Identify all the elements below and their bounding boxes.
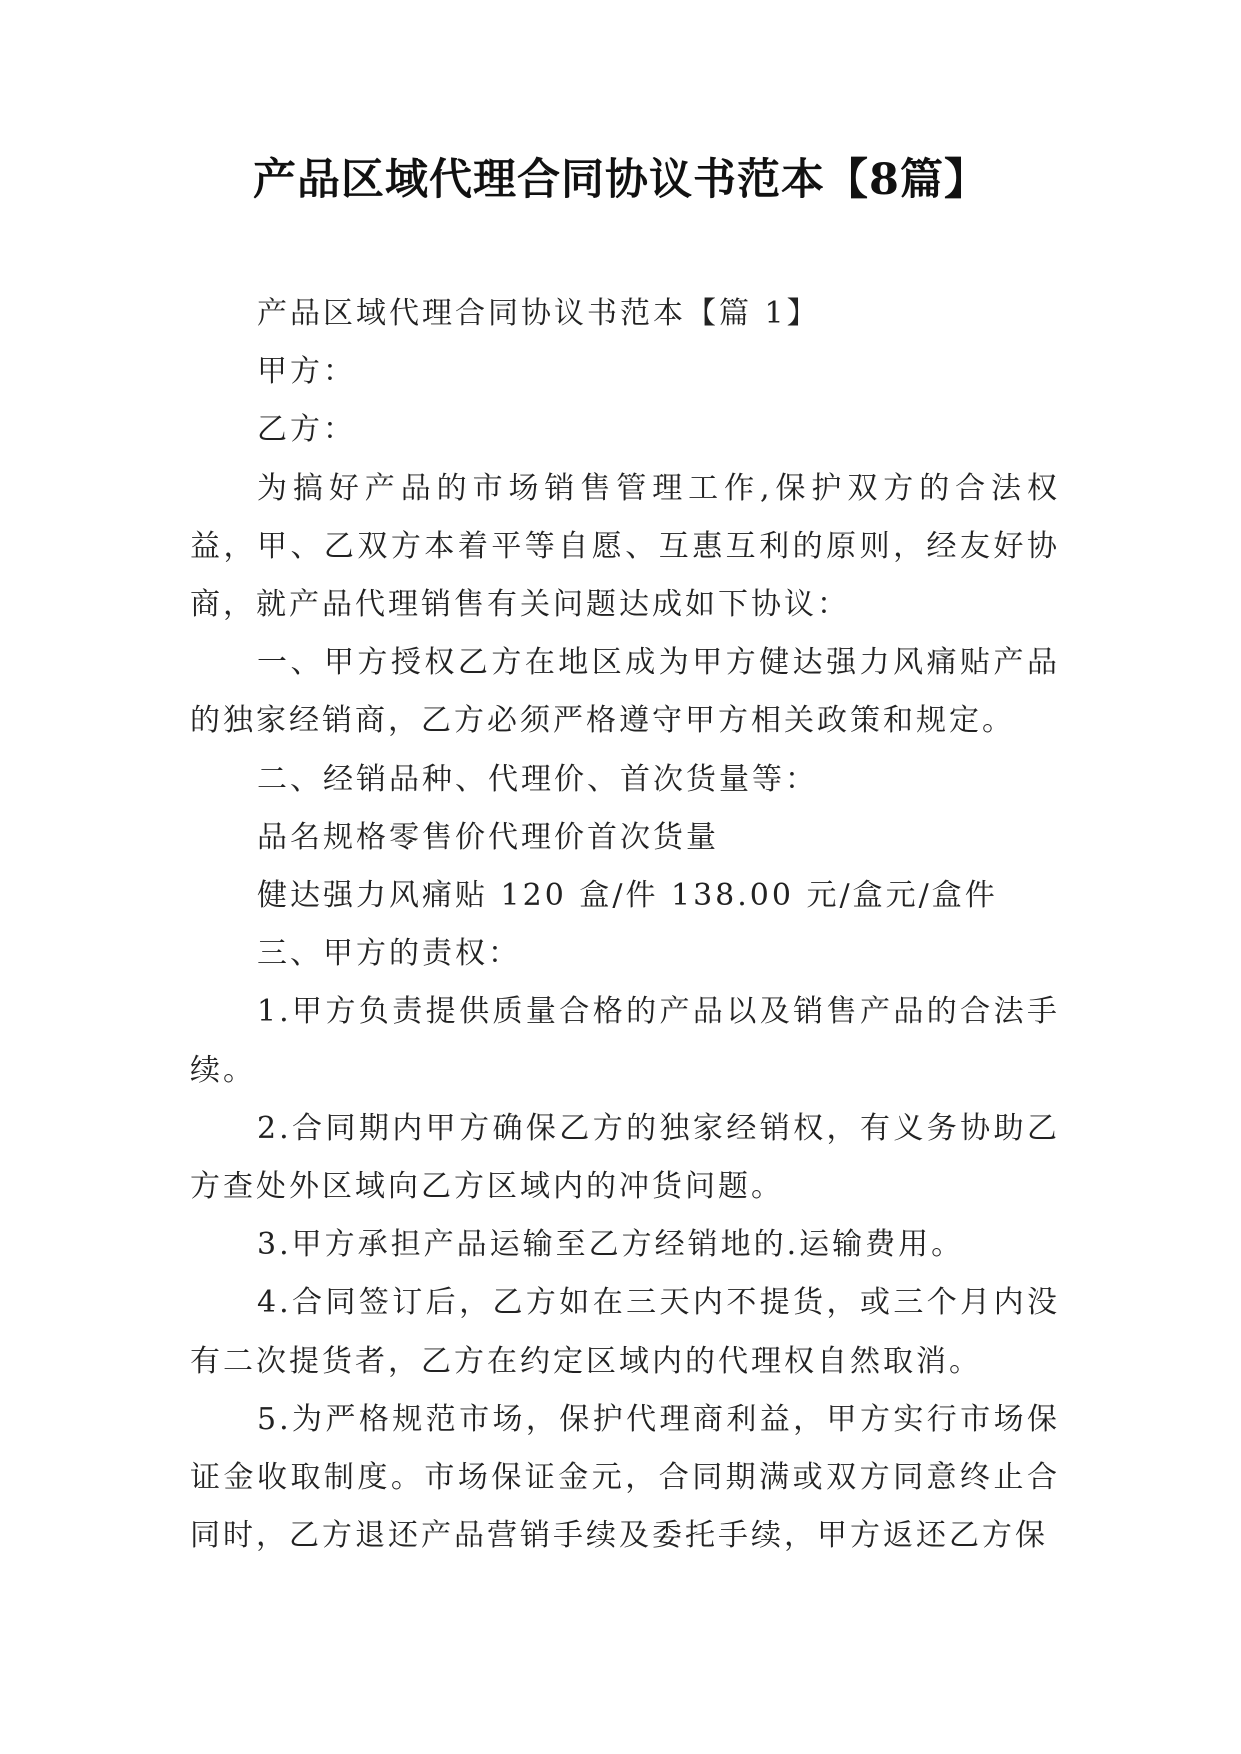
clause-2-heading: 二、经销品种、代理价、首次货量等： [257,761,818,797]
product-table-header-line: 品名规格零售价代理价首次货量 [257,819,719,855]
clause-3-item-4: 4.合同签订后，乙方如在三天内不提货，或三个月内没有二次提货者，乙方在约定区域内的代理权自然取消。 [190,1285,1060,1379]
preamble-paragraph: 为搞好产品的市场销售管理工作,保护双方的合法权益，甲、乙双方本着平等自愿、互惠互利的原则，经友好协商，就产品代理销售有关问题达成如下协议： [190,470,1060,623]
section-heading: 产品区域代理合同协议书范本【篇 1】 [257,296,820,331]
clause-3-item-2: 2.合同期内甲方确保乙方的独家经销权，有义务协助乙方查处外区域向乙方区域内的冲货问题。 [190,1110,1060,1205]
party-b-line: 乙方： [257,412,356,448]
party-a-line: 甲方： [257,354,356,390]
document-title: 产品区域代理合同协议书范本【8篇】 [253,155,988,205]
clause-3-heading: 三、甲方的责权： [257,936,521,972]
document-body [190,285,1060,1565]
clause-3-item-3: 3.甲方承担产品运输至乙方经销地的.运输费用。 [257,1227,965,1263]
clause-1-paragraph: 一、甲方授权乙方在地区成为甲方健达强力风痛贴产品的独家经销商，乙方必须严格遵守甲方相关政策和规定。 [190,645,1060,739]
clause-3-item-1: 1.甲方负责提供质量合格的产品以及销售产品的合法手续。 [190,994,1060,1088]
clause-3-item-5: 5.为严格规范市场，保护代理商利益，甲方实行市场保证金收取制度。市场保证金元，合同期满或双方同意终止合同时，乙方退还产品营销手续及委托手续，甲方返还乙方保 [190,1401,1060,1554]
product-table-row-line: 健达强力风痛贴 120 盒/件 138.00 元/盒元/盒件 [257,878,998,914]
